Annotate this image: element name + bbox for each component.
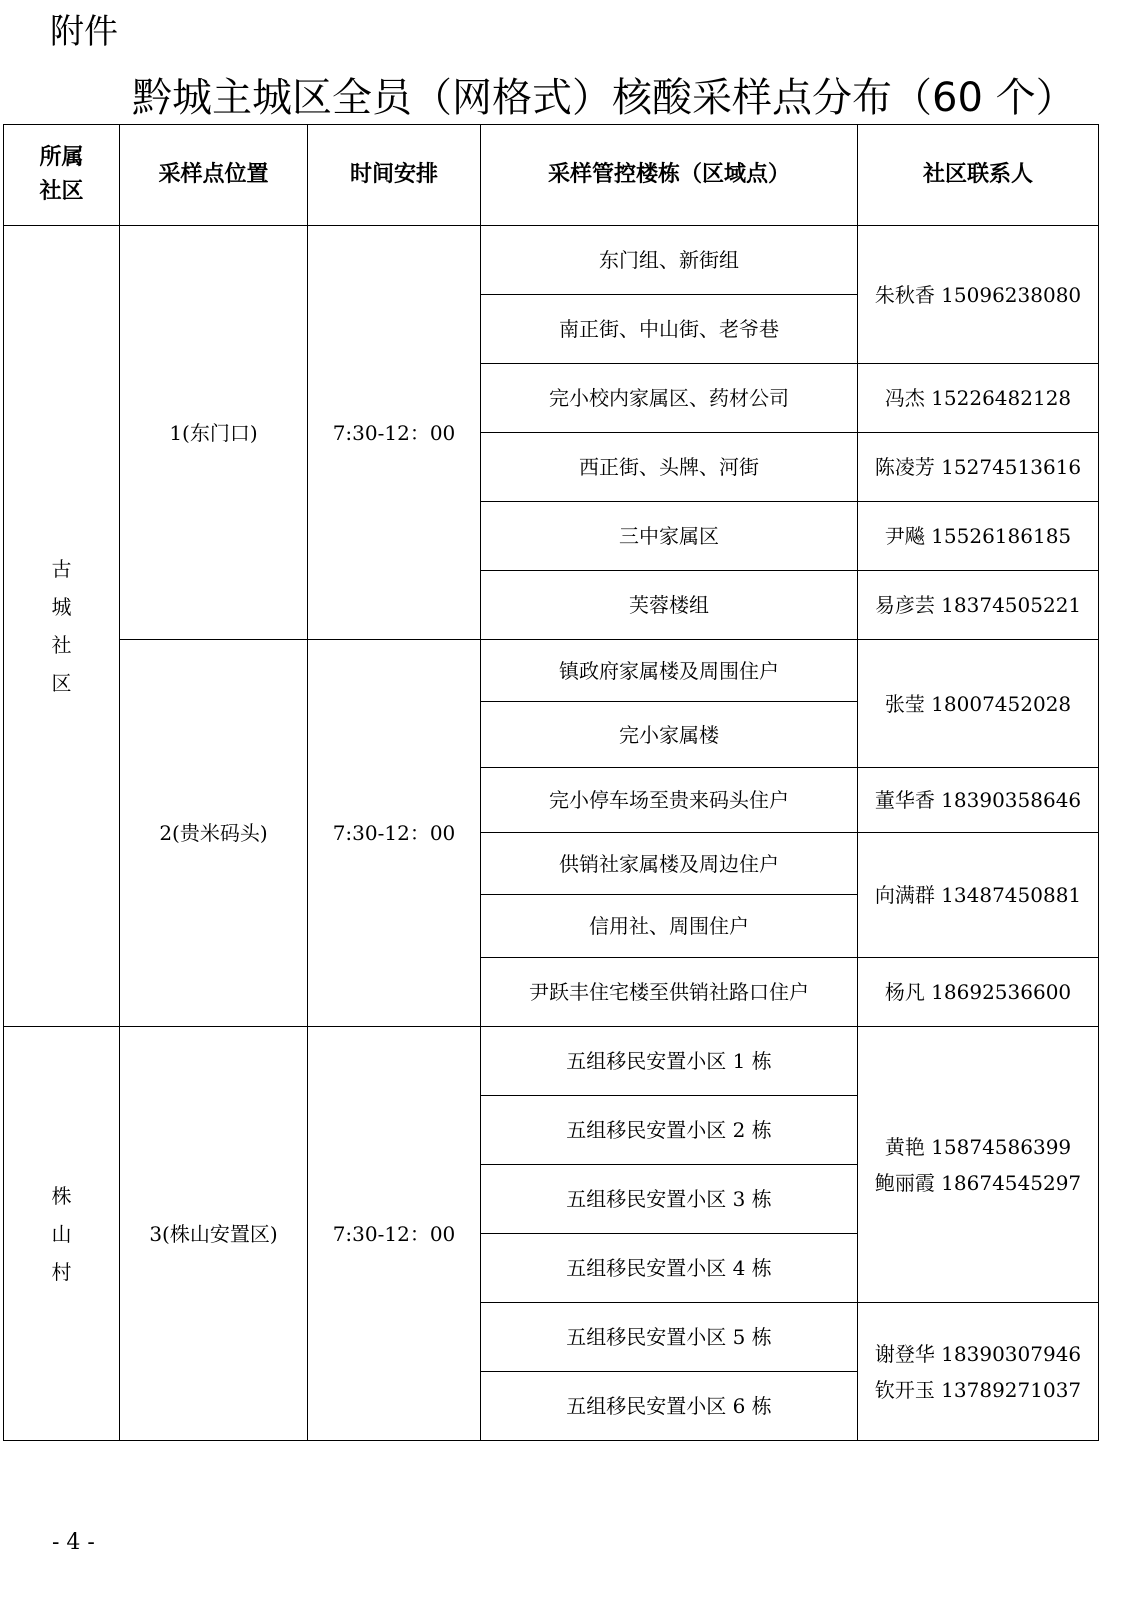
contact-name: 谢登华 18390307946	[874, 1341, 1082, 1366]
area-cell: 芙蓉楼组	[481, 571, 858, 640]
table-row	[4, 640, 1099, 702]
area-cell: 镇政府家属楼及周围住户	[481, 640, 858, 702]
area-cell: 完小家属楼	[481, 702, 858, 768]
contact-cell: 张莹 18007452028	[858, 640, 1099, 768]
area-cell: 供销社家属楼及周边住户	[481, 833, 858, 895]
site-3-time: 7:30-12：00	[308, 1027, 481, 1441]
header-area: 采样管控楼栋（区域点）	[481, 125, 858, 226]
site-2-time: 7:30-12：00	[308, 640, 481, 1027]
page-number: - 4 -	[52, 1530, 95, 1555]
contact-name: 黄艳 15874586399	[884, 1134, 1072, 1159]
area-cell: 完小校内家属区、药材公司	[481, 364, 858, 433]
contact-cell	[858, 1027, 1099, 1303]
community-gucheng: 古城社区	[4, 226, 120, 1027]
contact-cell: 陈凌芳 15274513616	[858, 433, 1099, 502]
area-cell: 完小停车场至贵来码头住户	[481, 768, 858, 833]
contact-cell: 冯杰 15226482128	[858, 364, 1099, 433]
area-cell: 五组移民安置小区 6 栋	[481, 1372, 858, 1441]
contact-name: 钦开玉 13789271037	[874, 1377, 1082, 1402]
area-cell: 信用社、周围住户	[481, 895, 858, 958]
area-cell: 三中家属区	[481, 502, 858, 571]
contact-cell: 尹飚 15526186185	[858, 502, 1099, 571]
area-cell: 五组移民安置小区 4 栋	[481, 1234, 858, 1303]
header-time: 时间安排	[308, 125, 481, 226]
area-cell: 五组移民安置小区 1 栋	[481, 1027, 858, 1096]
area-cell: 东门组、新街组	[481, 226, 858, 295]
site-3-name: 3(株山安置区)	[120, 1027, 308, 1441]
sampling-sites-table	[3, 124, 1099, 1441]
area-cell: 五组移民安置小区 2 栋	[481, 1096, 858, 1165]
header-contact: 社区联系人	[858, 125, 1099, 226]
community-zhushan: 株山村	[4, 1027, 120, 1441]
area-cell: 南正街、中山街、老爷巷	[481, 295, 858, 364]
area-cell: 西正街、头牌、河街	[481, 433, 858, 502]
page-title: 黔城主城区全员（网格式）核酸采样点分布（60 个）	[132, 75, 1076, 121]
area-cell: 尹跃丰住宅楼至供销社路口住户	[481, 958, 858, 1027]
contact-cell: 杨凡 18692536600	[858, 958, 1099, 1027]
table-row	[4, 1027, 1099, 1096]
attachment-label: 附件	[50, 12, 118, 52]
site-1-time: 7:30-12：00	[308, 226, 481, 640]
contact-cell: 朱秋香 15096238080	[858, 226, 1099, 364]
contact-name: 鲍丽霞 18674545297	[874, 1170, 1082, 1195]
contact-cell: 董华香 18390358646	[858, 768, 1099, 833]
contact-cell	[858, 1303, 1099, 1441]
site-2-name: 2(贵米码头)	[120, 640, 308, 1027]
header-row	[4, 125, 1099, 226]
area-cell: 五组移民安置小区 3 栋	[481, 1165, 858, 1234]
header-community: 所属社区	[4, 125, 120, 226]
site-1-name: 1(东门口)	[120, 226, 308, 640]
table-row	[4, 226, 1099, 295]
contact-cell: 易彦芸 18374505221	[858, 571, 1099, 640]
contact-cell: 向满群 13487450881	[858, 833, 1099, 958]
header-site: 采样点位置	[120, 125, 308, 226]
area-cell: 五组移民安置小区 5 栋	[481, 1303, 858, 1372]
